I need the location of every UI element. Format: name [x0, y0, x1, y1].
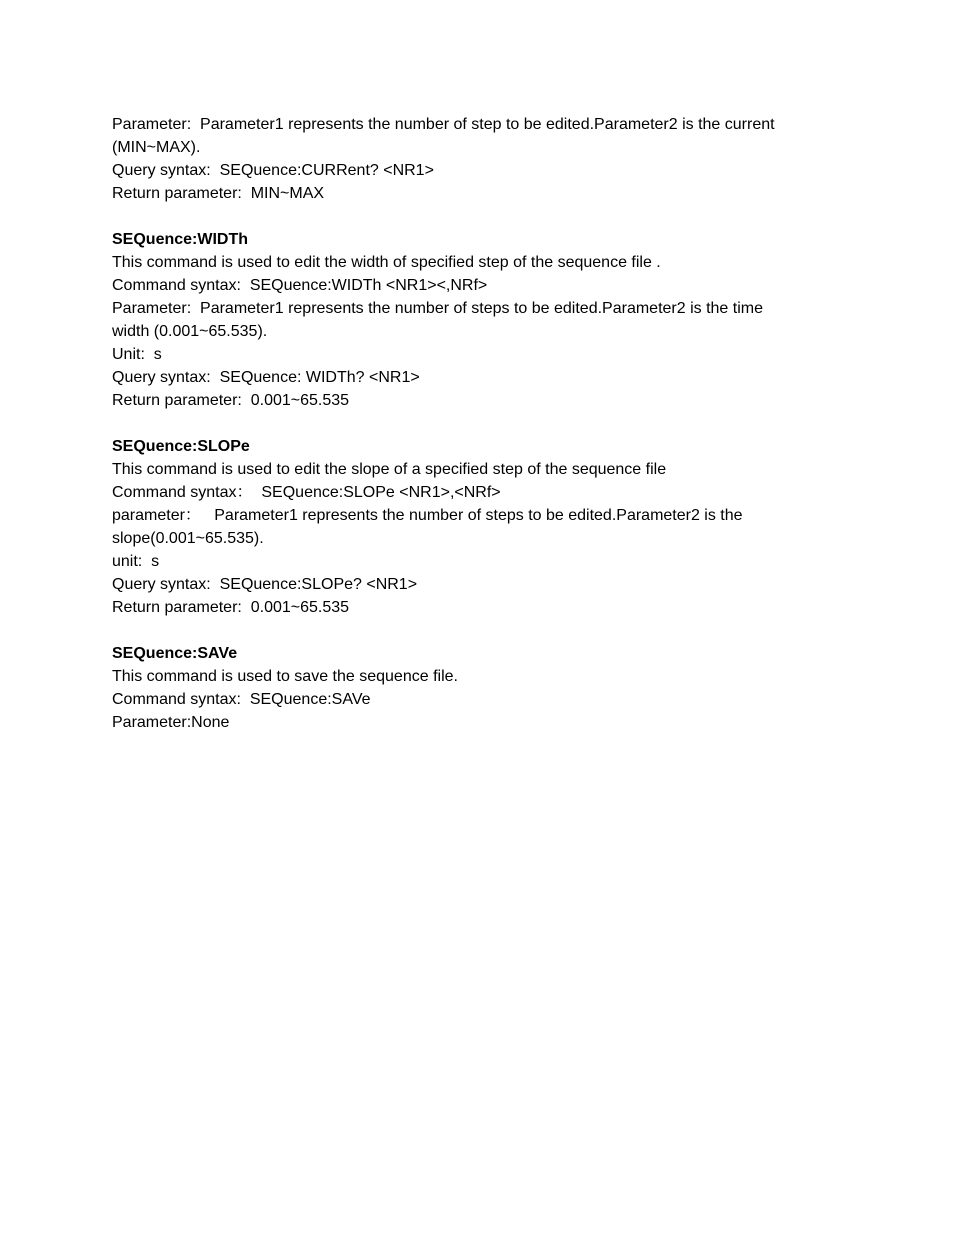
spacer: [112, 205, 842, 228]
spacer: [112, 619, 842, 642]
unit-line: Unit: s: [112, 346, 162, 363]
section-heading: SEQuence:SLOPe: [112, 438, 250, 455]
unit-line: unit: s: [112, 553, 160, 570]
parameter-line: Parameter: Parameter1 represents the number of step to be edited.Parameter2 is the current: [112, 116, 775, 133]
command-syntax: Command syntax： SEQuence:SLOPe <NR1>,<NRf>: [112, 484, 501, 501]
query-syntax: Query syntax: SEQuence: WIDTh? <NR1>: [112, 369, 420, 386]
command-syntax: Command syntax: SEQuence:WIDTh <NR1><,NRf>: [112, 277, 488, 294]
return-parameter: Return parameter: 0.001~65.535: [112, 392, 350, 409]
description-line: This command is used to edit the width of specified step of the sequence file .: [112, 254, 661, 271]
section-width: [112, 228, 842, 412]
description-line: This command is used to edit the slope of a specified step of the sequence file: [112, 461, 667, 478]
section-slope: [112, 435, 842, 619]
parameter-line: Parameter: Parameter1 represents the number of steps to be edited.Parameter2 is the time: [112, 300, 763, 317]
command-syntax: Command syntax: SEQuence:SAVe: [112, 691, 371, 708]
return-parameter: Return parameter: 0.001~65.535: [112, 599, 350, 616]
intro-block: [112, 113, 842, 205]
parameter-line-continued: slope(0.001~65.535).: [112, 530, 264, 547]
query-syntax: Query syntax: SEQuence:SLOPe? <NR1>: [112, 576, 418, 593]
parameter-line: parameter： Parameter1 represents the number of steps to be edited.Parameter2 is the: [112, 507, 743, 524]
section-heading: SEQuence:WIDTh: [112, 231, 249, 248]
description-line: This command is used to save the sequence file.: [112, 668, 458, 685]
spacer: [112, 412, 842, 435]
section-save: [112, 642, 842, 734]
parameter-line: Parameter:None: [112, 714, 230, 731]
section-heading: SEQuence:SAVe: [112, 645, 238, 662]
parameter-line-continued: width (0.001~65.535).: [112, 323, 268, 340]
query-syntax: Query syntax: SEQuence:CURRent? <NR1>: [112, 162, 434, 179]
parameter-line-continued: (MIN~MAX).: [112, 139, 201, 156]
document-page: [112, 113, 842, 734]
return-parameter: Return parameter: MIN~MAX: [112, 185, 325, 202]
